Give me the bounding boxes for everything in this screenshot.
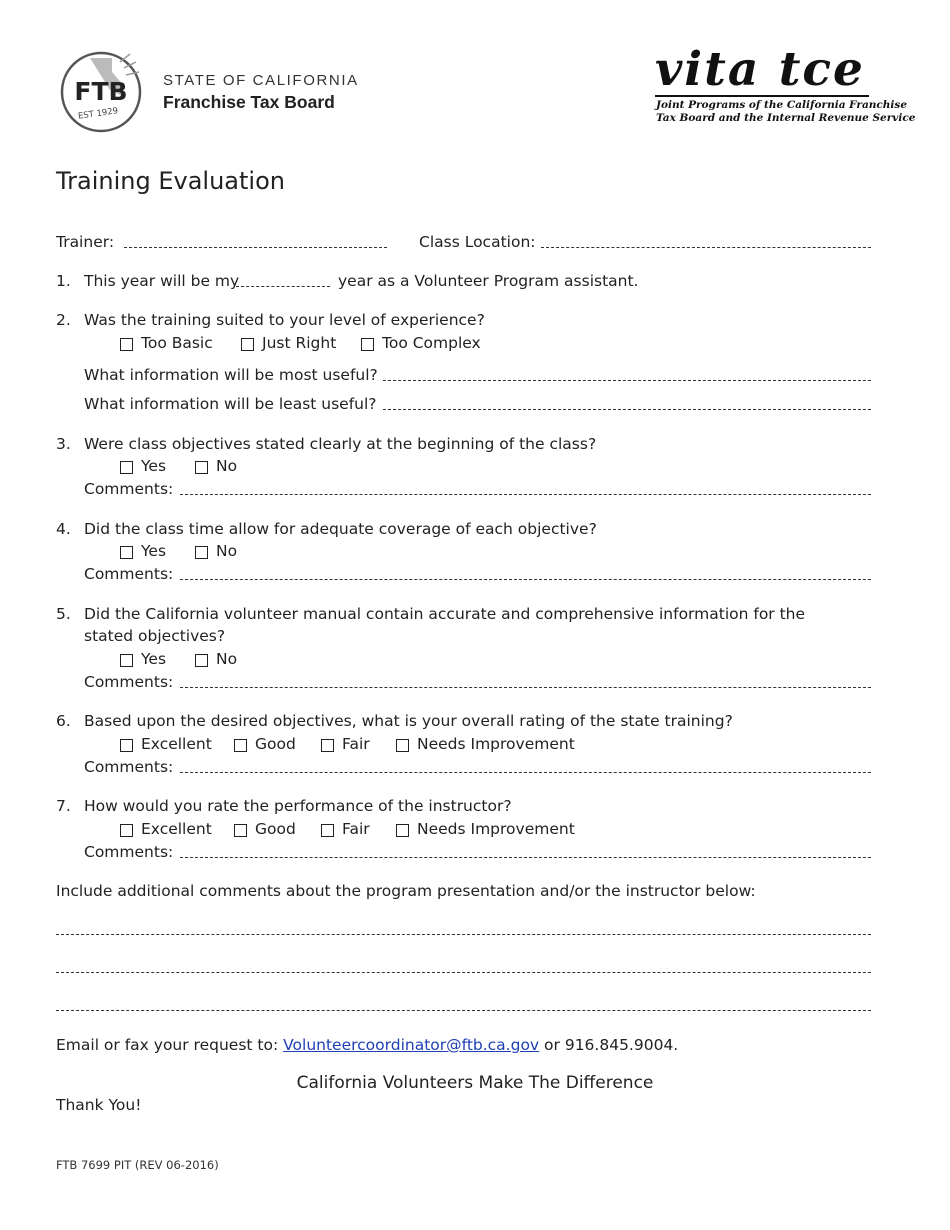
q5-text-line2: stated objectives? — [84, 627, 226, 645]
q4-text: Did the class time allow for adequate coverage of each objective? — [84, 520, 597, 538]
q2-least-useful-label: What information will be least useful? — [84, 395, 377, 413]
q7-needs-improvement-checkbox[interactable] — [396, 824, 409, 837]
q5-comments-field[interactable] — [180, 687, 871, 688]
q5-yes-label: Yes — [141, 650, 167, 668]
ftb-seal — [60, 50, 142, 134]
q7-comments-field[interactable] — [180, 857, 871, 858]
trainer-field[interactable] — [124, 247, 387, 248]
ftb-seal-est: EST 1929 — [77, 106, 119, 122]
q2-too-basic-label: Too Basic — [141, 334, 213, 352]
q6-good-label: Good — [255, 735, 296, 753]
contact-line — [56, 1035, 678, 1055]
q4-no-label: No — [216, 542, 238, 560]
q6-comments-label: Comments: — [84, 758, 174, 776]
state-name: STATE OF CALIFORNIA — [163, 72, 359, 89]
contact-suffix: or 916.845.9004. — [544, 1036, 679, 1054]
q3-no-label: No — [216, 457, 238, 475]
additional-comments-line-3[interactable] — [56, 1010, 871, 1011]
q1-text-before: This year will be my — [84, 272, 240, 290]
q7-number: 7. — [56, 797, 71, 815]
q1-text-after: year as a Volunteer Program assistant. — [338, 272, 639, 290]
q6-excellent-label: Excellent — [141, 735, 212, 753]
vita-subtitle-1: Joint Programs of the California Franchise — [656, 99, 908, 111]
q6-number: 6. — [56, 712, 71, 730]
q7-fair-label: Fair — [342, 820, 370, 838]
class-location-label: Class Location: — [419, 233, 536, 251]
q7-excellent-label: Excellent — [141, 820, 212, 838]
page-title: Training Evaluation — [56, 167, 285, 195]
slogan: California Volunteers Make The Difference — [296, 1073, 654, 1093]
q4-number: 4. — [56, 520, 71, 538]
q3-no-checkbox[interactable] — [195, 461, 208, 474]
q3-comments-label: Comments: — [84, 480, 174, 498]
q2-too-complex-checkbox[interactable] — [361, 338, 374, 351]
ftb-seal-text: FTB — [74, 77, 128, 106]
q2-text: Was the training suited to your level of experience? — [84, 311, 485, 329]
q5-text-line1: Did the California volunteer manual contain accurate and comprehensive information for the — [84, 605, 806, 623]
q7-text: How would you rate the performance of the instructor? — [84, 797, 512, 815]
q5-yes-checkbox[interactable] — [120, 654, 133, 667]
q5-comments-label: Comments: — [84, 673, 174, 691]
q2-number: 2. — [56, 311, 71, 329]
q5-no-checkbox[interactable] — [195, 654, 208, 667]
q7-comments-label: Comments: — [84, 843, 174, 861]
q6-good-checkbox[interactable] — [234, 739, 247, 752]
q4-yes-label: Yes — [141, 542, 167, 560]
q4-no-checkbox[interactable] — [195, 546, 208, 559]
q6-needs-improvement-checkbox[interactable] — [396, 739, 409, 752]
q1-number: 1. — [56, 272, 71, 290]
additional-comments-line-2[interactable] — [56, 972, 871, 973]
q2-too-basic-checkbox[interactable] — [120, 338, 133, 351]
q7-excellent-checkbox[interactable] — [120, 824, 133, 837]
q1-year-field[interactable] — [236, 286, 330, 287]
trainer-label: Trainer: — [56, 233, 115, 251]
additional-comments-line-1[interactable] — [56, 934, 871, 935]
q2-just-right-checkbox[interactable] — [241, 338, 254, 351]
q3-yes-checkbox[interactable] — [120, 461, 133, 474]
q5-no-label: No — [216, 650, 238, 668]
q2-most-useful-label: What information will be most useful? — [84, 366, 378, 384]
vita-subtitle-2: Tax Board and the Internal Revenue Service — [656, 112, 916, 124]
q4-comments-field[interactable] — [180, 579, 871, 580]
q3-yes-label: Yes — [141, 457, 167, 475]
email-link[interactable]: Volunteercoordinator@ftb.ca.gov — [283, 1036, 540, 1054]
q7-good-label: Good — [255, 820, 296, 838]
q3-number: 3. — [56, 435, 71, 453]
q6-needs-improvement-label: Needs Improvement — [417, 735, 575, 753]
form-id: FTB 7699 PIT (REV 06-2016) — [56, 1158, 219, 1172]
q7-fair-checkbox[interactable] — [321, 824, 334, 837]
q6-excellent-checkbox[interactable] — [120, 739, 133, 752]
q2-least-useful-field[interactable] — [383, 409, 871, 410]
additional-comments-prompt: Include additional comments about the program presentation and/or the instructor below: — [56, 882, 756, 900]
q6-text: Based upon the desired objectives, what is your overall rating of the state training? — [84, 712, 733, 730]
q2-just-right-label: Just Right — [262, 334, 337, 352]
q7-good-checkbox[interactable] — [234, 824, 247, 837]
q3-comments-field[interactable] — [180, 494, 871, 495]
class-location-field[interactable] — [541, 247, 871, 248]
q6-fair-label: Fair — [342, 735, 370, 753]
q2-most-useful-field[interactable] — [383, 380, 871, 381]
thank-you: Thank You! — [56, 1096, 142, 1114]
q4-comments-label: Comments: — [84, 565, 174, 583]
q4-yes-checkbox[interactable] — [120, 546, 133, 559]
q5-number: 5. — [56, 605, 71, 623]
q6-fair-checkbox[interactable] — [321, 739, 334, 752]
contact-prefix: Email or fax your request to: — [56, 1036, 279, 1054]
agency-name: Franchise Tax Board — [163, 92, 335, 112]
q2-too-complex-label: Too Complex — [382, 334, 481, 352]
q7-needs-improvement-label: Needs Improvement — [417, 820, 575, 838]
q3-text: Were class objectives stated clearly at the beginning of the class? — [84, 435, 597, 453]
q6-comments-field[interactable] — [180, 772, 871, 773]
vita-tce-logo: vita tce — [655, 42, 865, 97]
vita-divider — [655, 95, 869, 97]
